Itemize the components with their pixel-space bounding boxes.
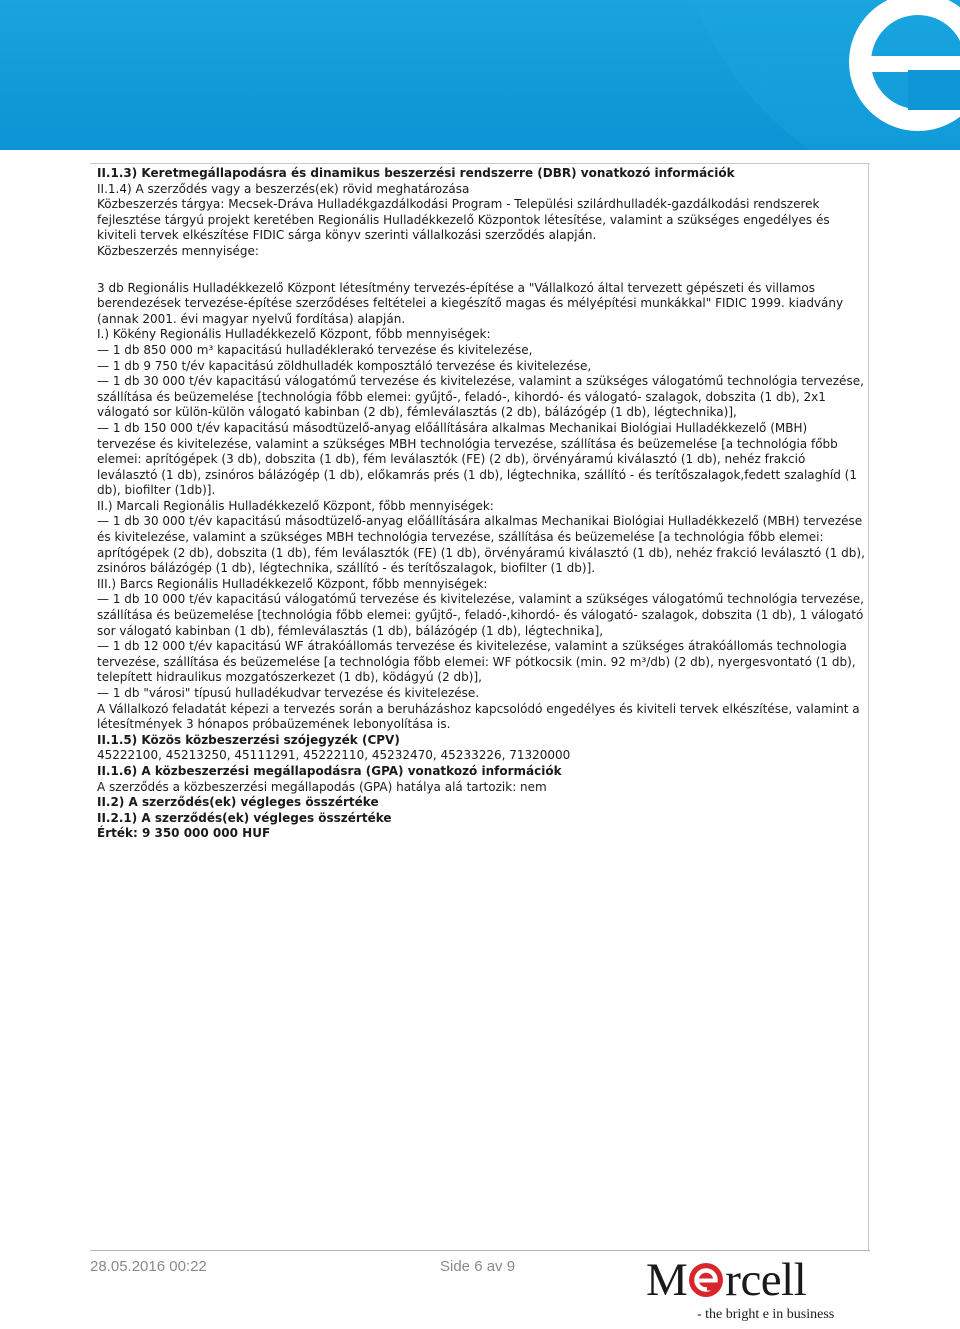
heading-ii-2-1: II.2.1) A szerződés(ek) végleges összértéke [97,810,392,825]
list-item: — 1 db 850 000 m³ kapacitású hulladéklerakó tervezése és kivitelezése, [97,342,533,357]
footer-date: 28.05.2016 00:22 [90,1258,207,1275]
logo-tagline: - the bright e in business [697,1307,835,1322]
list-item: — 1 db 12 000 t/év kapacitású WF átrakóállomás tervezése és kivitelezése, valamint a szükséges átrakóállomás technologia tervezése, szállítása és beüzemelése [a technológia főbb elemei: WF pótkocsik (min. 92 m³/db) (2 db), nyergesvontató (1 db), telepített hidraulikus mozgatószerkezet (1 db), ködágyú (2 db)], [97,639,856,685]
section-title: III.) Barcs Regionális Hulladékkezelő Központ, főbb mennyiségek: [97,576,488,591]
list-item: — 1 db 30 000 t/év kapacitású válogatómű tervezése és kivitelezése, valamint a szükséges válogatómű technológia tervezése, szállítása és beüzemelése [technológia főbb elemei: gyűjtő-, feladó-, kihordó- és válogató- szalagok, dobszita (1 db), 2x1 válogató sor külön-külön válogató kabinban (2 db), fémleválasztás (2 db), bálázógép (1 db), légtechnika)], [97,374,864,420]
section-title: II.) Marcali Regionális Hulladékkezelő Központ, főbb mennyiségek: [97,498,494,513]
list-item: — 1 db 30 000 t/év kapacitású másodtüzelő-anyag előállítására alkalmas Mechanikai Biológiai Hulladékkezelő (MBH) tervezése és kivitelezése, valamint a szükséges MBH technológia tervezése, szállítása és beüzemelése [a technológia főbb elemei: aprítógépek (2 db), dobszita (1 db), fém leválasztók (FE) (1 db), örvényáramú kiválasztó (1 db), nehéz frakció leválasztó (1 db), zsinóros bálázógép (1 db), légtechnika, szállító - és terítőszalagok, biofilter (1 db)]. [97,514,865,576]
section-title: I.) Kökény Regionális Hulladékkezelő Központ, főbb mennyiségek: [97,327,491,342]
heading-ii-1-3: II.1.3) Keretmegállapodásra és dinamikus beszerzési rendszerre (DBR) vonatkozó információk [97,166,735,180]
procurement-subject: Közbeszerzés tárgya: Mecsek-Dráva Hulladékgazdálkodási Program - Települési szilárdhulladék-gazdálkodási rendszerek fejlesztése tárgyú projekt keretében Regionális Hulladékkezelő Központok létesítése, valamint a szükséges engedélyes és kiviteli tervek elkészítése FIDIC sárga könyv szerinti vállalkozási szerződés alapján. [97,197,830,243]
frame-line-right [868,163,869,1250]
heading-ii-2: II.2) A szerződés(ek) végleges összértéke [97,795,379,810]
gpa-info: A szerződés a közbeszerzési megállapodás (GPA) hatálya alá tartozik: nem [97,779,547,794]
quantity-intro: 3 db Regionális Hulladékkezelő Központ létesítmény tervezés-építése a "Vállalkozó által tervezett gépészeti és villamos berendezések tervezése-építése szerződéses feltételei a kiegészítő magas és mélyépítési munkákkal" FIDIC 1999. kiadvány (annak 2001. évi magyar nyelvű fordítása) alapján. [97,280,844,326]
document-body [97,166,865,842]
list-item: — 1 db 10 000 t/év kapacitású válogatómű tervezése és kivitelezése, valamint a szükséges válogatómű technológia tervezése, szállítása és beüzemelése [technológia főbb elemei: gyűjtő-, feladó-,kihordó- és válogató- szalagok, dobszita (1 db), 1 válogató sor válogató kabinban (1 db), fémleválasztás (1 db), bálázógép (1 db), légtechnika], [97,592,864,638]
list-item: — 1 db 150 000 t/év kapacitású másodtüzelő-anyag előállítására alkalmas Mechanikai Biológiai Hulladékkezelő (MBH) tervezése és kivitelezése, valamint a szükséges MBH technológia tervezése, szállítása és beüzemelése [a technológia főbb elemei: aprítógépek (3 db), dobszita (1 db), fém leválasztók (FE) (2 db), örvényáramú kiválasztó (1 db), nehéz frakció leválasztó (1 db), zsinóros bálázógép (1 db), előkamrás prés (1 db), légtechnika, szállító - és terítőszalagok,fedett szalaghíd (1 db), biofilter (1db)]. [97,420,857,498]
footer-page-number: Side 6 av 9 [440,1258,516,1275]
logo-prefix: M [646,1254,688,1306]
logo-e-icon [688,1262,724,1298]
marcell-logo [640,1254,870,1326]
contractor-task: A Vállalkozó feladatát képezi a tervezés során a beruházáshoz kapcsolódó engedélyes és kiviteli tervek elkészítése, valamint a létesítmények 3 hónapos próbaüzemének lebonyolítása is. [97,701,860,732]
list-item: — 1 db "városi" típusú hulladékudvar tervezése és kivitelezése. [97,686,480,700]
heading-ii-1-5: II.1.5) Közös közbeszerzési szójegyzék (CPV) [97,732,400,747]
marcell-e-logo-icon [0,0,960,150]
cpv-codes: 45222100, 45213250, 45111291, 45222110, 45232470, 45233226, 71320000 [97,748,571,763]
frame-line-top [90,163,870,164]
list-item: — 1 db 9 750 t/év kapacitású zöldhulladék komposztáló tervezése és kivitelezése, [97,358,592,373]
logo-suffix: rcell [725,1254,807,1306]
footer-divider [90,1250,870,1251]
quantity-label: Közbeszerzés mennyisége: [97,243,259,258]
logo-wordmark [646,1254,806,1306]
header-band [0,0,960,150]
heading-ii-1-4: II.1.4) A szerződés vagy a beszerzés(ek) rövid meghatározása [97,181,470,196]
final-value: Érték: 9 350 000 000 HUF [97,826,271,841]
heading-ii-1-6: II.1.6) A közbeszerzési megállapodásra (GPA) vonatkozó információk [97,763,562,778]
